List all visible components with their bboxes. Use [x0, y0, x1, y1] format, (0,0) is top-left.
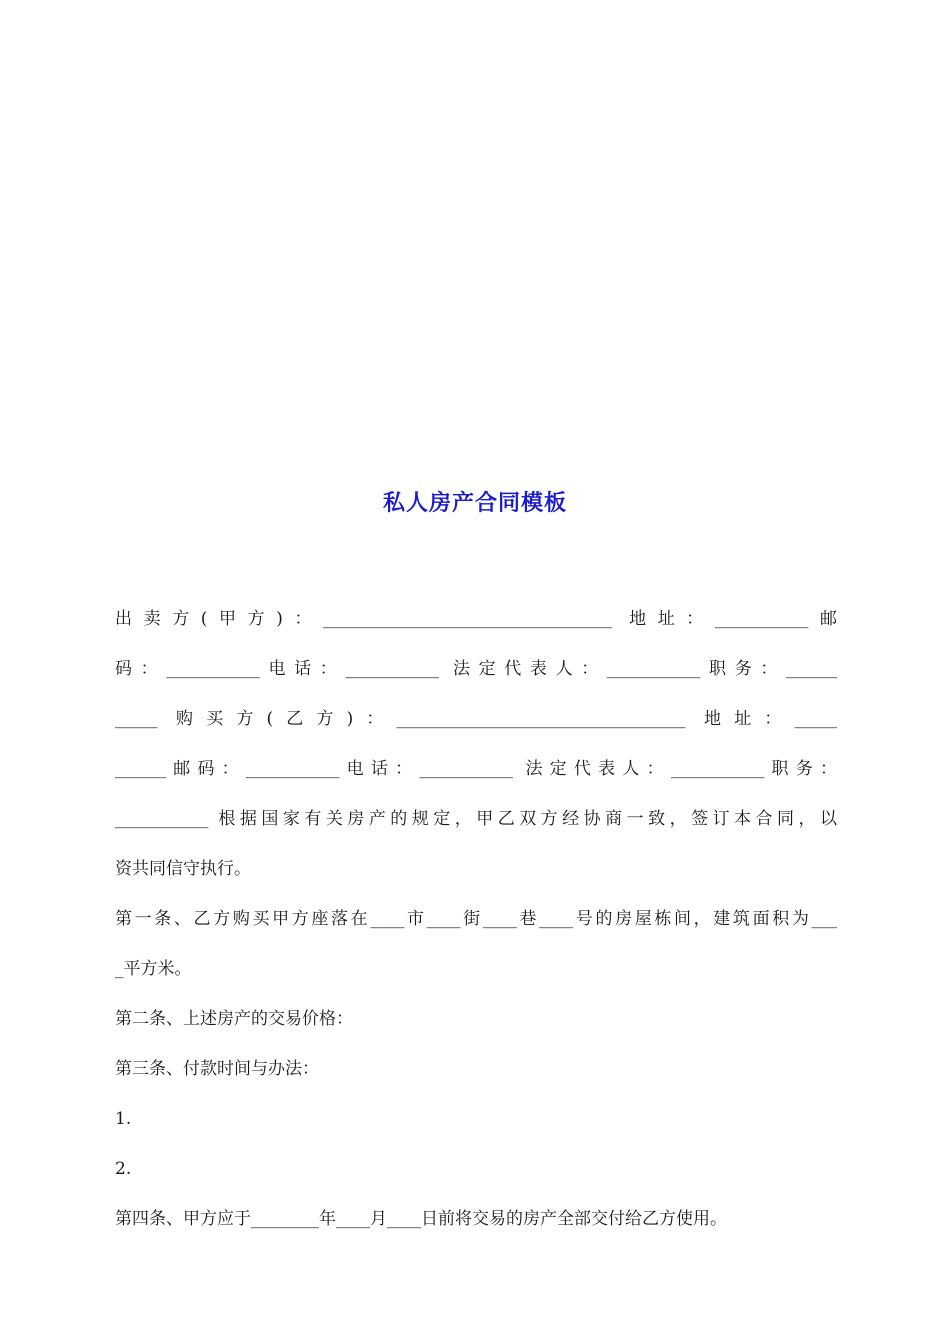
contract-line-preamble-end: 资共同信守执行。: [115, 859, 251, 879]
contract-body: [115, 600, 837, 1250]
contract-article-1: [115, 900, 837, 950]
line-text: ______邮码：___________电话：___________ 法定代表人：___________职务：: [115, 759, 837, 779]
line-text: _____ 购买方(乙方)：__________________________________ 地址：_____: [115, 709, 837, 729]
contract-line-seller: [115, 600, 837, 650]
contract-line-buyer-contact: [115, 750, 837, 800]
line-text: ___________ 根据国家有关房产的规定，甲乙双方经协商一致，签订本合同，以: [115, 809, 837, 829]
document-title: 私人房产合同模板: [382, 491, 567, 516]
contract-article-3-item-2: 2.: [115, 1159, 132, 1179]
line-text: 码：___________电话：___________ 法定代表人：___________职务：______: [115, 659, 837, 679]
contract-line-buyer: [115, 700, 837, 750]
contract-article-3-item-1: 1.: [115, 1109, 132, 1129]
contract-article-2: 第二条、上述房产的交易价格：: [115, 1009, 353, 1029]
line-text: 出卖方(甲方)：__________________________________ 地址：___________邮: [115, 609, 837, 629]
contract-line-seller-contact: [115, 650, 837, 700]
contract-line-preamble: [115, 800, 837, 850]
contract-article-1-end: _平方米。: [115, 959, 192, 979]
line-text: 第一条、乙方购买甲方座落在____市____街____巷____号的房屋栋间，建筑面积为___: [115, 909, 837, 929]
contract-article-4: 第四条、甲方应于________年____月____日前将交易的房产全部交付给乙方使用。: [115, 1209, 727, 1229]
contract-article-3: 第三条、付款时间与办法：: [115, 1059, 319, 1079]
